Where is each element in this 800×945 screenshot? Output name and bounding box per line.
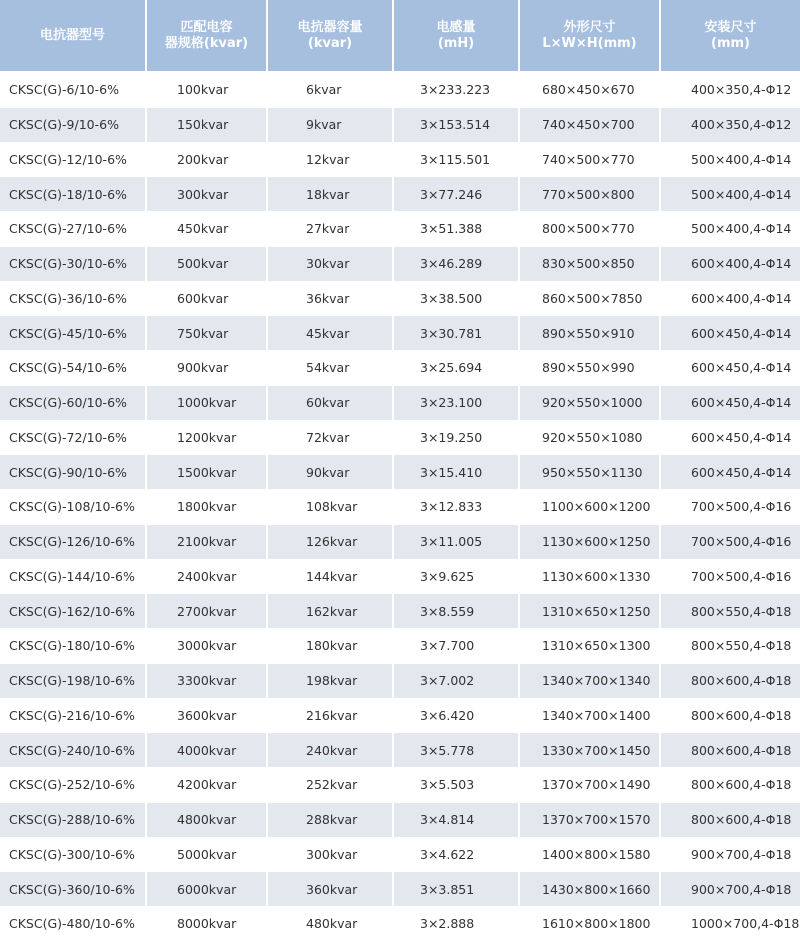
cell-matching-capacitor: 4000kvar xyxy=(147,733,268,768)
header-inductance xyxy=(394,0,520,73)
cell-inductance: 3×7.002 xyxy=(394,664,520,699)
cell-inductance: 3×8.559 xyxy=(394,594,520,629)
cell-reactor-capacity: 240kvar xyxy=(268,733,394,768)
table-row xyxy=(0,525,800,560)
cell-dimensions: 740×500×770 xyxy=(520,143,661,178)
cell-matching-capacitor: 3000kvar xyxy=(147,629,268,664)
header-line: (mm) xyxy=(711,35,750,51)
cell-reactor-model: CKSC(G)-60/10-6% xyxy=(0,386,147,421)
cell-matching-capacitor: 1500kvar xyxy=(147,455,268,490)
cell-reactor-capacity: 198kvar xyxy=(268,664,394,699)
cell-dimensions: 1310×650×1250 xyxy=(520,594,661,629)
cell-reactor-model: CKSC(G)-480/10-6% xyxy=(0,907,147,942)
cell-inductance: 3×153.514 xyxy=(394,108,520,143)
cell-mounting-size: 600×400,4-Φ14 xyxy=(661,282,800,317)
header-line: 器规格(kvar) xyxy=(164,35,249,51)
cell-inductance: 3×38.500 xyxy=(394,282,520,317)
table-row xyxy=(0,699,800,734)
cell-inductance: 3×25.694 xyxy=(394,351,520,386)
cell-mounting-size: 600×450,4-Φ14 xyxy=(661,421,800,456)
table-row xyxy=(0,247,800,282)
cell-dimensions: 920×550×1080 xyxy=(520,421,661,456)
cell-mounting-size: 600×400,4-Φ14 xyxy=(661,247,800,282)
cell-matching-capacitor: 600kvar xyxy=(147,282,268,317)
cell-inductance: 3×51.388 xyxy=(394,212,520,247)
cell-mounting-size: 700×500,4-Φ16 xyxy=(661,490,800,525)
header-line: (kvar) xyxy=(307,35,353,51)
cell-reactor-model: CKSC(G)-36/10-6% xyxy=(0,282,147,317)
cell-reactor-model: CKSC(G)-54/10-6% xyxy=(0,351,147,386)
cell-matching-capacitor: 450kvar xyxy=(147,212,268,247)
cell-dimensions: 1310×650×1300 xyxy=(520,629,661,664)
cell-dimensions: 1330×700×1450 xyxy=(520,733,661,768)
table-row xyxy=(0,803,800,838)
cell-dimensions: 890×550×910 xyxy=(520,316,661,351)
cell-dimensions: 830×500×850 xyxy=(520,247,661,282)
cell-reactor-model: CKSC(G)-108/10-6% xyxy=(0,490,147,525)
cell-mounting-size: 800×550,4-Φ18 xyxy=(661,629,800,664)
cell-mounting-size: 1000×700,4-Φ18 xyxy=(661,907,800,942)
cell-inductance: 3×3.851 xyxy=(394,872,520,907)
cell-mounting-size: 500×400,4-Φ14 xyxy=(661,177,800,212)
table-row xyxy=(0,108,800,143)
cell-reactor-model: CKSC(G)-72/10-6% xyxy=(0,421,147,456)
cell-inductance: 3×2.888 xyxy=(394,907,520,942)
cell-matching-capacitor: 1800kvar xyxy=(147,490,268,525)
cell-reactor-capacity: 162kvar xyxy=(268,594,394,629)
table-row xyxy=(0,212,800,247)
table-row xyxy=(0,177,800,212)
cell-matching-capacitor: 4200kvar xyxy=(147,768,268,803)
cell-mounting-size: 900×700,4-Φ18 xyxy=(661,838,800,873)
cell-reactor-capacity: 216kvar xyxy=(268,699,394,734)
cell-inductance: 3×46.289 xyxy=(394,247,520,282)
cell-dimensions: 1610×800×1800 xyxy=(520,907,661,942)
cell-mounting-size: 600×450,4-Φ14 xyxy=(661,386,800,421)
cell-reactor-model: CKSC(G)-180/10-6% xyxy=(0,629,147,664)
cell-inductance: 3×4.622 xyxy=(394,838,520,873)
table-row xyxy=(0,386,800,421)
cell-dimensions: 740×450×700 xyxy=(520,108,661,143)
cell-reactor-capacity: 144kvar xyxy=(268,560,394,595)
cell-inductance: 3×7.700 xyxy=(394,629,520,664)
table-row xyxy=(0,282,800,317)
cell-reactor-model: CKSC(G)-12/10-6% xyxy=(0,143,147,178)
cell-matching-capacitor: 1200kvar xyxy=(147,421,268,456)
cell-reactor-capacity: 180kvar xyxy=(268,629,394,664)
table-row xyxy=(0,629,800,664)
cell-reactor-model: CKSC(G)-6/10-6% xyxy=(0,73,147,108)
cell-mounting-size: 800×600,4-Φ18 xyxy=(661,699,800,734)
table-row xyxy=(0,872,800,907)
cell-mounting-size: 500×400,4-Φ14 xyxy=(661,143,800,178)
table-row xyxy=(0,594,800,629)
cell-reactor-capacity: 126kvar xyxy=(268,525,394,560)
cell-reactor-capacity: 36kvar xyxy=(268,282,394,317)
cell-matching-capacitor: 4800kvar xyxy=(147,803,268,838)
cell-matching-capacitor: 150kvar xyxy=(147,108,268,143)
cell-dimensions: 1340×700×1400 xyxy=(520,699,661,734)
cell-reactor-capacity: 480kvar xyxy=(268,907,394,942)
cell-mounting-size: 700×500,4-Φ16 xyxy=(661,525,800,560)
cell-mounting-size: 800×600,4-Φ18 xyxy=(661,664,800,699)
cell-reactor-model: CKSC(G)-216/10-6% xyxy=(0,699,147,734)
header-line: (mH) xyxy=(437,35,475,51)
cell-matching-capacitor: 5000kvar xyxy=(147,838,268,873)
cell-dimensions: 860×500×7850 xyxy=(520,282,661,317)
cell-reactor-capacity: 12kvar xyxy=(268,143,394,178)
header-matching-capacitor xyxy=(147,0,268,73)
cell-dimensions: 1340×700×1340 xyxy=(520,664,661,699)
cell-reactor-capacity: 18kvar xyxy=(268,177,394,212)
cell-inductance: 3×4.814 xyxy=(394,803,520,838)
cell-reactor-model: CKSC(G)-198/10-6% xyxy=(0,664,147,699)
cell-reactor-capacity: 60kvar xyxy=(268,386,394,421)
header-line: 电抗器型号 xyxy=(39,27,105,43)
cell-reactor-model: CKSC(G)-126/10-6% xyxy=(0,525,147,560)
cell-dimensions: 1130×600×1250 xyxy=(520,525,661,560)
cell-inductance: 3×115.501 xyxy=(394,143,520,178)
cell-reactor-model: CKSC(G)-90/10-6% xyxy=(0,455,147,490)
cell-inductance: 3×5.778 xyxy=(394,733,520,768)
cell-reactor-model: CKSC(G)-240/10-6% xyxy=(0,733,147,768)
cell-reactor-model: CKSC(G)-144/10-6% xyxy=(0,560,147,595)
cell-reactor-model: CKSC(G)-18/10-6% xyxy=(0,177,147,212)
cell-reactor-capacity: 9kvar xyxy=(268,108,394,143)
cell-matching-capacitor: 500kvar xyxy=(147,247,268,282)
cell-dimensions: 950×550×1130 xyxy=(520,455,661,490)
header-line: 外形尺寸 xyxy=(563,19,616,35)
cell-dimensions: 890×550×990 xyxy=(520,351,661,386)
cell-reactor-model: CKSC(G)-27/10-6% xyxy=(0,212,147,247)
cell-dimensions: 1100×600×1200 xyxy=(520,490,661,525)
table-row xyxy=(0,351,800,386)
cell-mounting-size: 700×500,4-Φ16 xyxy=(661,560,800,595)
cell-mounting-size: 500×400,4-Φ14 xyxy=(661,212,800,247)
table-row xyxy=(0,838,800,873)
cell-reactor-capacity: 27kvar xyxy=(268,212,394,247)
cell-inductance: 3×5.503 xyxy=(394,768,520,803)
cell-mounting-size: 800×600,4-Φ18 xyxy=(661,803,800,838)
cell-reactor-capacity: 54kvar xyxy=(268,351,394,386)
cell-inductance: 3×233.223 xyxy=(394,73,520,108)
cell-reactor-capacity: 72kvar xyxy=(268,421,394,456)
cell-reactor-model: CKSC(G)-288/10-6% xyxy=(0,803,147,838)
header-row xyxy=(0,0,800,73)
cell-inductance: 3×11.005 xyxy=(394,525,520,560)
cell-dimensions: 1130×600×1330 xyxy=(520,560,661,595)
cell-dimensions: 800×500×770 xyxy=(520,212,661,247)
cell-dimensions: 1370×700×1570 xyxy=(520,803,661,838)
table-row xyxy=(0,316,800,351)
cell-inductance: 3×6.420 xyxy=(394,699,520,734)
header-dimensions xyxy=(520,0,661,73)
cell-matching-capacitor: 3600kvar xyxy=(147,699,268,734)
cell-matching-capacitor: 900kvar xyxy=(147,351,268,386)
table-body xyxy=(0,73,800,942)
table-row xyxy=(0,421,800,456)
cell-reactor-capacity: 300kvar xyxy=(268,838,394,873)
cell-reactor-model: CKSC(G)-300/10-6% xyxy=(0,838,147,873)
cell-reactor-capacity: 288kvar xyxy=(268,803,394,838)
cell-matching-capacitor: 200kvar xyxy=(147,143,268,178)
cell-matching-capacitor: 6000kvar xyxy=(147,872,268,907)
cell-dimensions: 920×550×1000 xyxy=(520,386,661,421)
cell-reactor-capacity: 360kvar xyxy=(268,872,394,907)
cell-dimensions: 1430×800×1660 xyxy=(520,872,661,907)
header-mounting-size xyxy=(661,0,800,73)
cell-mounting-size: 600×450,4-Φ14 xyxy=(661,351,800,386)
cell-inductance: 3×15.410 xyxy=(394,455,520,490)
cell-mounting-size: 800×600,4-Φ18 xyxy=(661,733,800,768)
cell-matching-capacitor: 750kvar xyxy=(147,316,268,351)
cell-inductance: 3×23.100 xyxy=(394,386,520,421)
table-row xyxy=(0,733,800,768)
cell-dimensions: 680×450×670 xyxy=(520,73,661,108)
table-row xyxy=(0,664,800,699)
cell-reactor-capacity: 108kvar xyxy=(268,490,394,525)
cell-reactor-model: CKSC(G)-45/10-6% xyxy=(0,316,147,351)
cell-reactor-model: CKSC(G)-162/10-6% xyxy=(0,594,147,629)
cell-inductance: 3×30.781 xyxy=(394,316,520,351)
cell-reactor-model: CKSC(G)-252/10-6% xyxy=(0,768,147,803)
cell-mounting-size: 600×450,4-Φ14 xyxy=(661,455,800,490)
header-reactor-model xyxy=(0,0,147,73)
table-row xyxy=(0,143,800,178)
cell-mounting-size: 600×450,4-Φ14 xyxy=(661,316,800,351)
cell-matching-capacitor: 3300kvar xyxy=(147,664,268,699)
cell-reactor-capacity: 252kvar xyxy=(268,768,394,803)
cell-matching-capacitor: 300kvar xyxy=(147,177,268,212)
table-row xyxy=(0,490,800,525)
table-header xyxy=(0,0,800,73)
header-line: 匹配电容 xyxy=(180,19,233,35)
header-line: 电感量 xyxy=(436,19,476,35)
cell-matching-capacitor: 8000kvar xyxy=(147,907,268,942)
cell-reactor-capacity: 6kvar xyxy=(268,73,394,108)
cell-matching-capacitor: 2400kvar xyxy=(147,560,268,595)
cell-reactor-capacity: 90kvar xyxy=(268,455,394,490)
table-row xyxy=(0,560,800,595)
header-reactor-capacity xyxy=(268,0,394,73)
cell-dimensions: 1370×700×1490 xyxy=(520,768,661,803)
cell-mounting-size: 800×600,4-Φ18 xyxy=(661,768,800,803)
cell-mounting-size: 400×350,4-Φ12 xyxy=(661,108,800,143)
cell-reactor-capacity: 30kvar xyxy=(268,247,394,282)
table-row xyxy=(0,907,800,942)
cell-mounting-size: 800×550,4-Φ18 xyxy=(661,594,800,629)
cell-reactor-capacity: 45kvar xyxy=(268,316,394,351)
table-row xyxy=(0,455,800,490)
cell-matching-capacitor: 2100kvar xyxy=(147,525,268,560)
header-line: 电抗器容量 xyxy=(297,19,363,35)
cell-matching-capacitor: 100kvar xyxy=(147,73,268,108)
header-line: 安装尺寸 xyxy=(704,19,757,35)
table-row xyxy=(0,768,800,803)
table-row xyxy=(0,73,800,108)
cell-matching-capacitor: 1000kvar xyxy=(147,386,268,421)
cell-inductance: 3×77.246 xyxy=(394,177,520,212)
cell-dimensions: 1400×800×1580 xyxy=(520,838,661,873)
cell-dimensions: 770×500×800 xyxy=(520,177,661,212)
cell-inductance: 3×12.833 xyxy=(394,490,520,525)
cell-mounting-size: 900×700,4-Φ18 xyxy=(661,872,800,907)
cell-mounting-size: 400×350,4-Φ12 xyxy=(661,73,800,108)
header-line: L×W×H(mm) xyxy=(542,35,637,51)
cell-inductance: 3×19.250 xyxy=(394,421,520,456)
cell-inductance: 3×9.625 xyxy=(394,560,520,595)
cell-matching-capacitor: 2700kvar xyxy=(147,594,268,629)
cell-reactor-model: CKSC(G)-30/10-6% xyxy=(0,247,147,282)
cell-reactor-model: CKSC(G)-9/10-6% xyxy=(0,108,147,143)
cell-reactor-model: CKSC(G)-360/10-6% xyxy=(0,872,147,907)
